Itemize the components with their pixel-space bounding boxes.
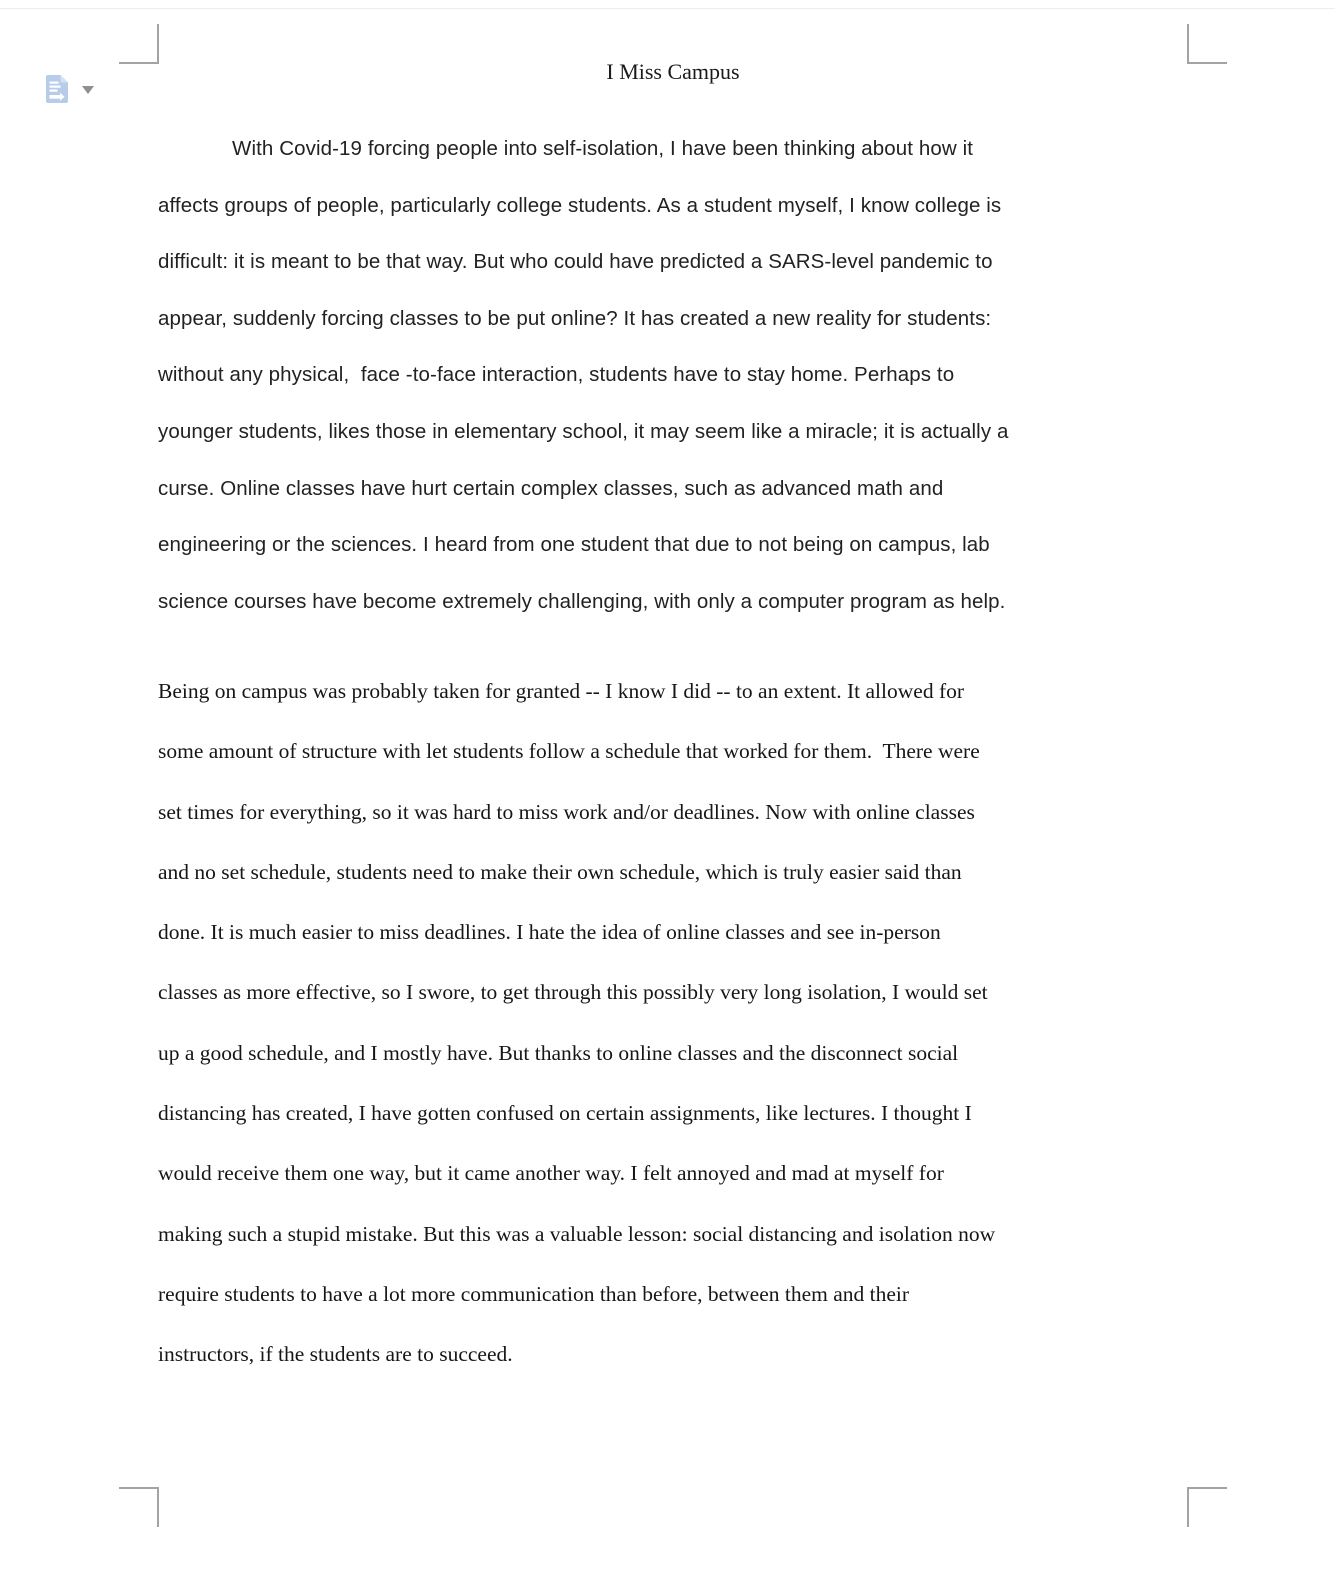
text-line: some amount of structure with let students follow a schedule that worked for them. There were (158, 739, 980, 764)
text-line: would receive them one way, but it came another way. I felt annoyed and mad at myself for (158, 1161, 944, 1186)
text-line: set times for everything, so it was hard to miss work and/or deadlines. Now with online classes (158, 799, 975, 824)
paragraph-sans (158, 121, 1190, 630)
document-title: I Miss Campus (606, 59, 740, 84)
paragraph-tool-group (45, 74, 94, 104)
crop-mark-bottom-left (119, 1487, 159, 1527)
text-line: appear, suddenly forcing classes to be put online? It has created a new reality for students: (158, 306, 992, 330)
text-line: done. It is much easier to miss deadlines. I hate the idea of online classes and see in-person (158, 920, 941, 945)
text-line: engineering or the sciences. I heard from one student that due to not being on campus, lab (158, 533, 990, 557)
text-line: With Covid-19 forcing people into self-isolation, I have been thinking about how it (232, 137, 974, 160)
text-line: require students to have a lot more communication than before, between them and their (158, 1281, 910, 1306)
crop-mark-bottom-right (1187, 1487, 1227, 1527)
text-line: Being on campus was probably taken for granted -- I know I did -- to an extent. It allowed for (158, 679, 965, 703)
text-line: affects groups of people, particularly college students. As a student myself, I know college is (158, 193, 1002, 217)
paragraph-style-icon[interactable] (45, 74, 69, 104)
text-line: and no set schedule, students need to make their own schedule, which is truly easier said than (158, 859, 962, 884)
text-line: younger students, likes those in elementary school, it may seem like a miracle; it is actually a (158, 419, 1009, 443)
text-line: up a good schedule, and I mostly have. But thanks to online classes and the disconnect social (158, 1040, 959, 1065)
text-line: making such a stupid mistake. But this was a valuable lesson: social distancing and isolation now (158, 1221, 996, 1246)
page-top-edge (0, 8, 1335, 9)
text-line: science courses have become extremely challenging, with only a computer program as help. (158, 589, 1006, 613)
text-line: distancing has created, I have gotten confused on certain assignments, like lectures. I thought I (158, 1101, 972, 1126)
text-line: classes as more effective, so I swore, to get through this possibly very long isolation, I would set (158, 980, 988, 1005)
crop-mark-top-right (1187, 24, 1227, 64)
chevron-down-icon[interactable] (82, 86, 94, 94)
text-line: without any physical, face -to-face interaction, students have to stay home. Perhaps to (158, 363, 955, 387)
text-line: curse. Online classes have hurt certain complex classes, such as advanced math and (158, 476, 944, 500)
crop-mark-top-left (119, 24, 159, 64)
paragraph-serif (158, 661, 1190, 1385)
text-line: difficult: it is meant to be that way. But who could have predicted a SARS-level pandemic to (158, 250, 993, 274)
text-line: instructors, if the students are to succeed. (158, 1342, 513, 1367)
